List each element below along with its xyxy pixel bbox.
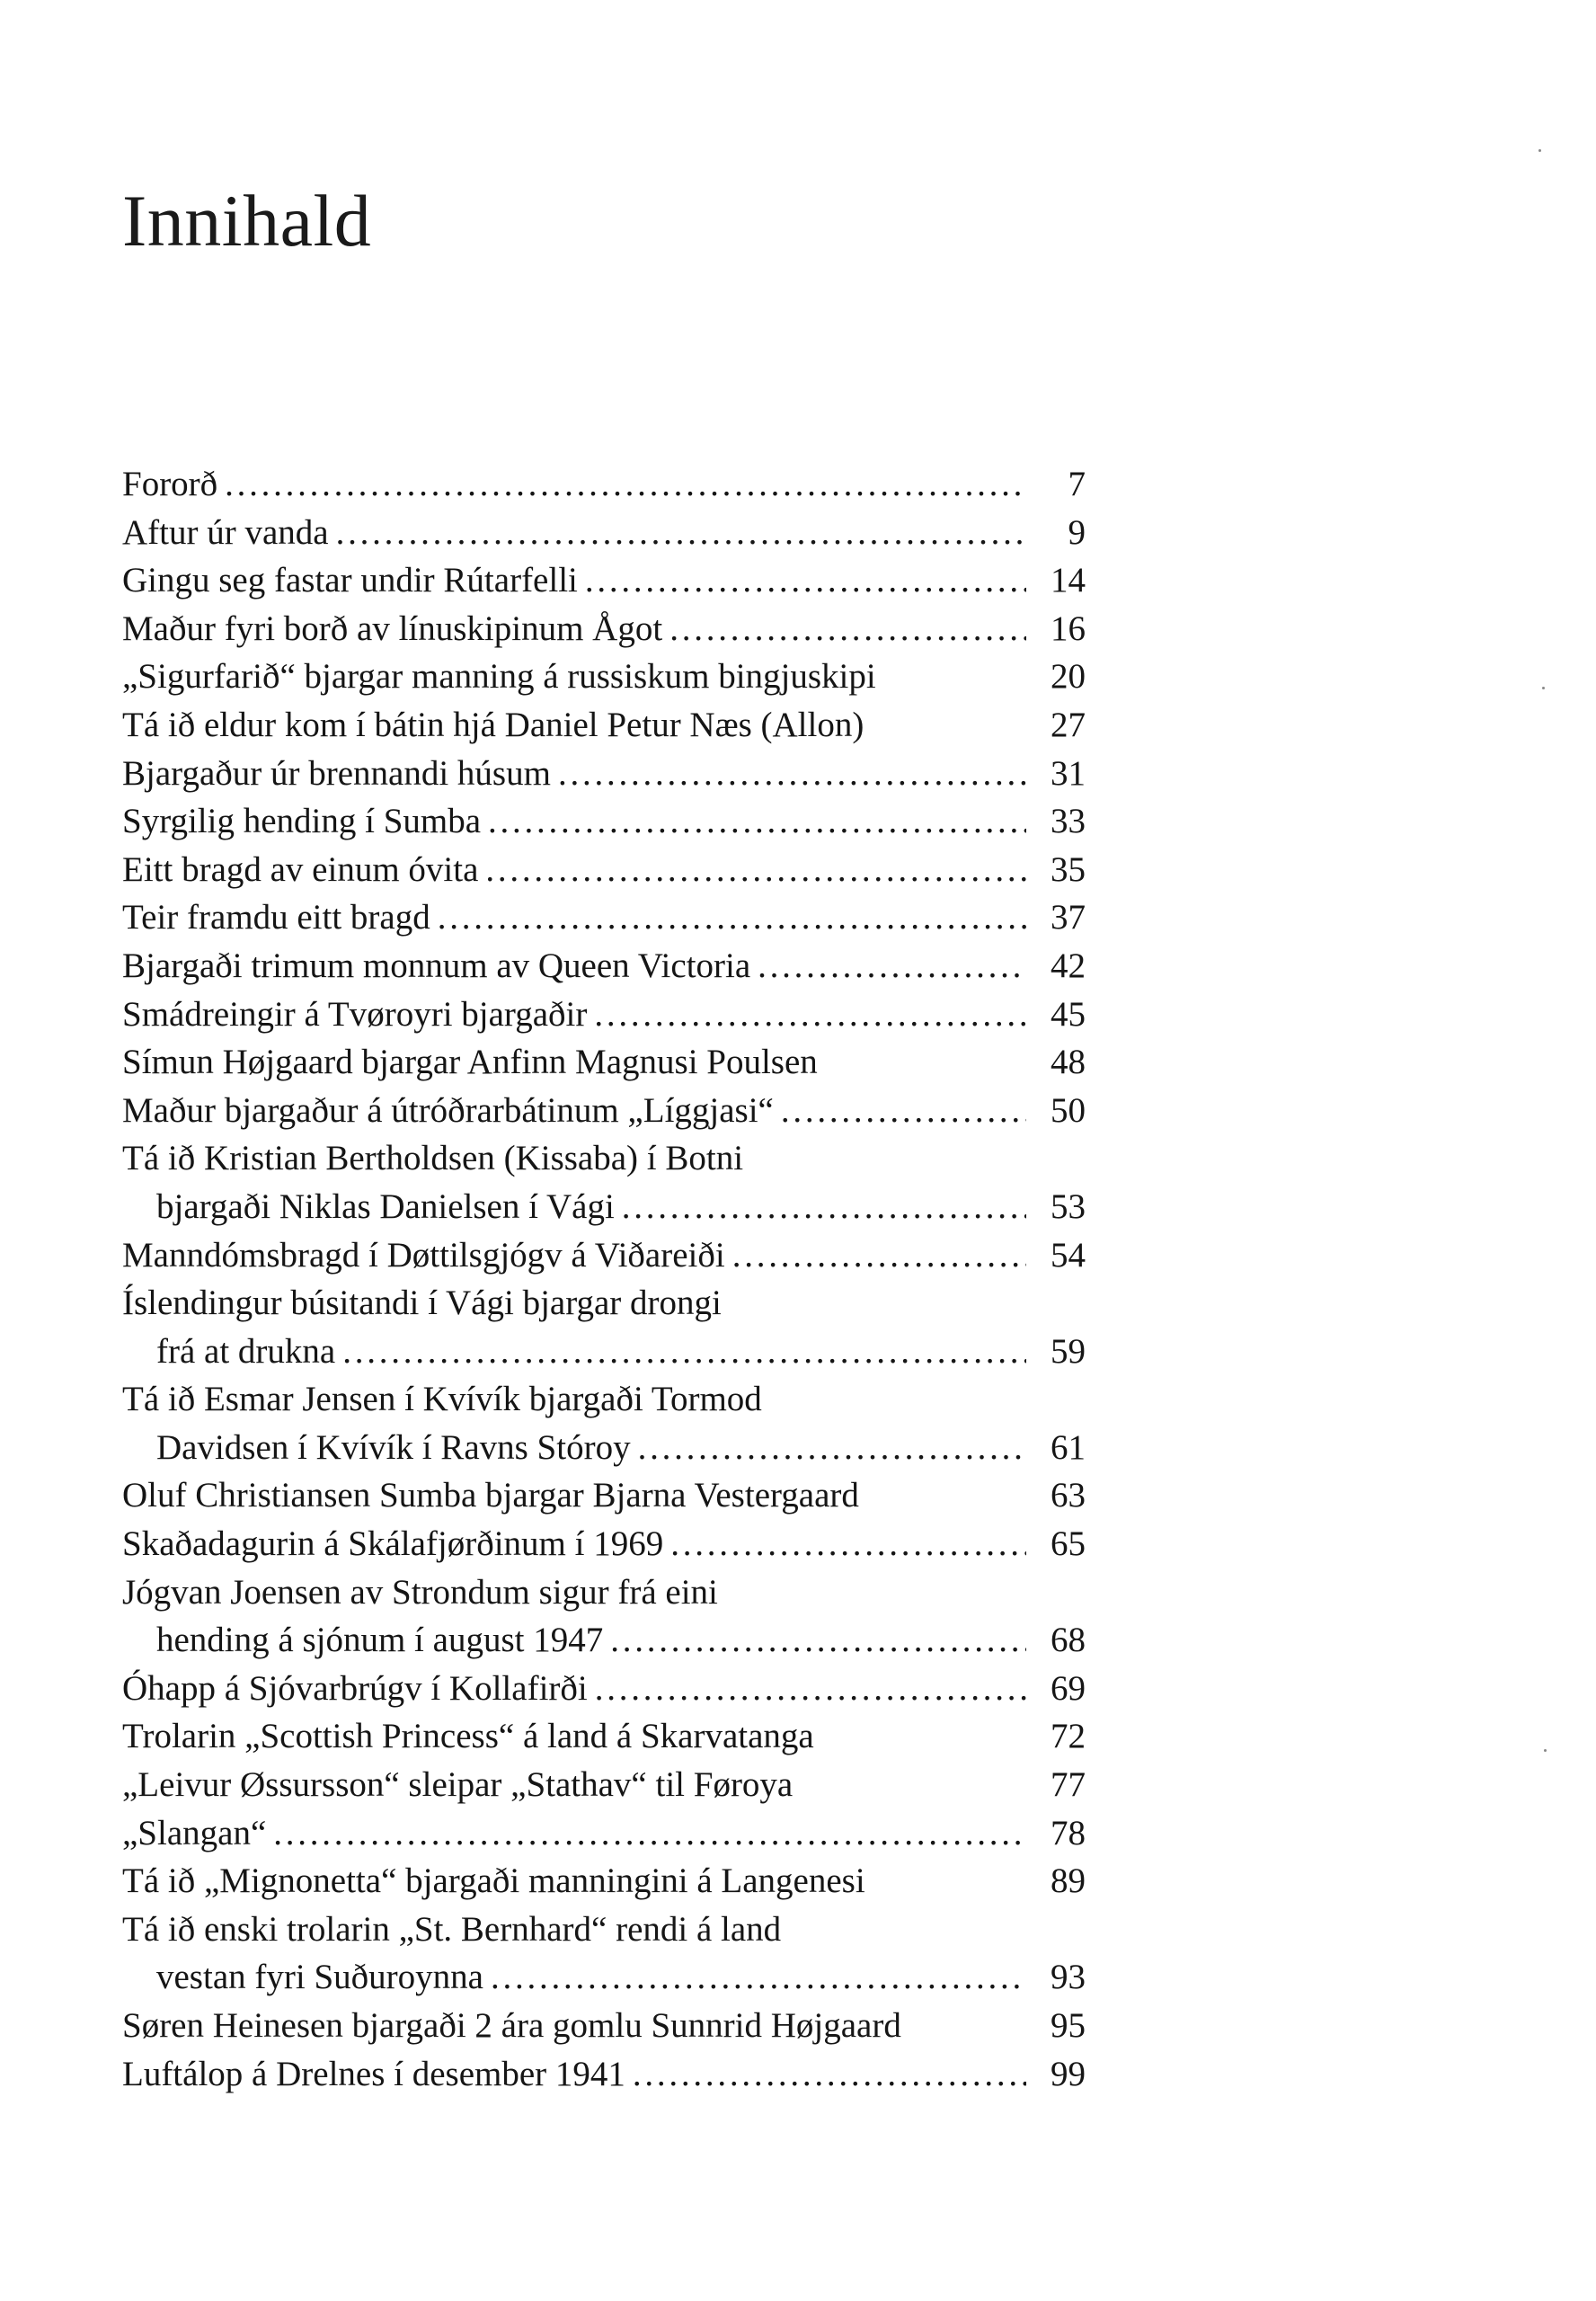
toc-entry-title: „Slangan“ [122, 1813, 267, 1852]
toc-page-number: 37 [1051, 898, 1086, 937]
toc-entry [122, 750, 1086, 798]
toc-entry-title: Teir framdu eitt bragd [122, 898, 430, 937]
toc-entry [122, 1906, 1086, 2002]
toc-entry-title: Bjargaði trimum monnum av Queen Victoria [122, 946, 751, 985]
toc-page-number: 65 [1051, 1524, 1086, 1564]
toc-entry [122, 1568, 1086, 1665]
toc-page-number: 45 [1051, 994, 1086, 1034]
table-of-contents [122, 460, 1086, 2098]
toc-page-number: 31 [1051, 753, 1086, 793]
dot-leader [491, 1953, 1026, 2002]
toc-entry-line [122, 1906, 1086, 1954]
toc-entry-title: Davidsen í Kvívík í Ravns Stóroy [156, 1427, 631, 1467]
toc-entry-title: Tá ið Kristian Bertholdsen (Kissaba) í Botni [122, 1139, 744, 1178]
toc-page-number: 63 [1051, 1476, 1086, 1515]
dot-leader [336, 509, 1026, 557]
toc-page-number: 53 [1051, 1186, 1086, 1226]
toc-entry-title: Tá ið enski trolarin „St. Bernhard“ rendi á land [122, 1909, 782, 1949]
toc-entry [122, 2050, 1086, 2099]
toc-entry-title: Eitt bragd av einum óvita [122, 849, 479, 889]
toc-page-number: 89 [1051, 1861, 1086, 1901]
toc-entry-title: Íslendingur búsitandi í Vági bjargar drongi [122, 1284, 722, 1323]
toc-page-number: 93 [1051, 1958, 1086, 1997]
toc-page-number: 50 [1051, 1090, 1086, 1130]
toc-entry-title: Bjargaður úr brennandi húsum [122, 753, 551, 793]
toc-entry [122, 1665, 1086, 1713]
toc-entry-line [122, 942, 1086, 991]
toc-entry-title: Skaðadagurin á Skálafjørðinum í 1969 [122, 1524, 664, 1564]
toc-entry [122, 1712, 1086, 1761]
toc-entry [122, 701, 1086, 750]
toc-entry [122, 460, 1086, 509]
dot-leader [273, 1809, 1026, 1858]
toc-entry-title: „Sigurfarið“ bjargar manning á russiskum bingjuskipi [122, 657, 876, 697]
toc-entry-line [122, 2002, 1086, 2050]
toc-entry-title: Aftur úr vanda [122, 512, 329, 552]
toc-entry-title: Smádreingir á Tvøroyri bjargaðir [122, 994, 588, 1034]
toc-entry [122, 1857, 1086, 1906]
toc-page-number: 69 [1051, 1668, 1086, 1708]
toc-entry-line [122, 797, 1086, 846]
toc-page-number: 27 [1051, 705, 1086, 744]
toc-entry-line [122, 1520, 1086, 1568]
toc-entry-continuation [122, 1328, 1086, 1376]
toc-entry [122, 1038, 1086, 1087]
toc-entry-title: Luftálop á Drelnes í desember 1941 [122, 2054, 625, 2093]
toc-entry-title: Manndómsbragd í Døttilsgjógv á Viðareiði [122, 1235, 725, 1275]
toc-entry-title: Tá ið „Mignonetta“ bjargaði manningini á Langenesi [122, 1861, 865, 1901]
toc-entry-line [122, 1857, 1086, 1906]
toc-entry [122, 2002, 1086, 2050]
toc-page-number: 20 [1051, 657, 1086, 697]
scan-speck [1544, 1749, 1547, 1752]
toc-entry-title: hending á sjónum í august 1947 [156, 1621, 604, 1660]
toc-page-number: 14 [1051, 561, 1086, 600]
scan-speck [1542, 687, 1545, 689]
toc-entry [122, 1087, 1086, 1135]
dot-leader [781, 1087, 1026, 1135]
toc-entry-title: bjargaði Niklas Danielsen í Vági [156, 1186, 615, 1226]
toc-entry-continuation [122, 1183, 1086, 1231]
toc-page-number: 35 [1051, 849, 1086, 889]
toc-page-number: 33 [1051, 802, 1086, 841]
toc-entry-title: Óhapp á Sjóvarbrúgv í Kollafirði [122, 1668, 588, 1708]
toc-entry [122, 653, 1086, 701]
toc-entry-line [122, 509, 1086, 557]
toc-entry-title: Syrgilig hending í Sumba [122, 802, 482, 841]
dot-leader [670, 1520, 1026, 1568]
toc-entry-continuation [122, 1424, 1086, 1472]
toc-entry-line [122, 1471, 1086, 1520]
toc-entry-title: Tá ið eldur kom í bátin hjá Daniel Petur Næs (Allon) [122, 705, 864, 744]
toc-entry-line [122, 1087, 1086, 1135]
toc-entry [122, 893, 1086, 942]
toc-entry-line [122, 1038, 1086, 1087]
toc-entry-title: Símun Høјgaard bjargar Anfinn Magnusi Poulsen [122, 1043, 818, 1082]
toc-entry-line [122, 1134, 1086, 1183]
dot-leader [585, 556, 1026, 605]
dot-leader [732, 1231, 1026, 1280]
toc-page-number: 7 [1068, 465, 1086, 503]
toc-entry-title: frá at drukna [156, 1331, 336, 1371]
toc-entry-line [122, 556, 1086, 605]
toc-entry-line [122, 846, 1086, 894]
toc-entry [122, 1471, 1086, 1520]
toc-entry-title: vestan fyri Suðuroynna [156, 1958, 483, 1997]
toc-entry [122, 1520, 1086, 1568]
toc-entry-line [122, 1375, 1086, 1424]
toc-entry-title: Gingu seg fastar undir Rútarfelli [122, 561, 578, 600]
dot-leader [558, 750, 1026, 798]
toc-entry [122, 942, 1086, 991]
toc-entry-line [122, 893, 1086, 942]
toc-entry-title: Oluf Christiansen Sumba bjargar Bjarna Vestergaard [122, 1476, 859, 1515]
toc-entry-line [122, 991, 1086, 1039]
toc-page-number: 9 [1068, 512, 1086, 552]
toc-entry [122, 797, 1086, 846]
toc-entry-line [122, 1231, 1086, 1280]
dot-leader [485, 846, 1026, 894]
toc-page-number: 68 [1051, 1621, 1086, 1660]
toc-entry-title: Maður bjargaður á útróðrarbátinum „Líggjasi“ [122, 1090, 774, 1130]
toc-entry-line [122, 1568, 1086, 1617]
toc-entry [122, 1134, 1086, 1230]
toc-entry-title: Tá ið Esmar Jensen í Kvívík bjargaði Tormod [122, 1380, 762, 1419]
toc-entry-line [122, 1809, 1086, 1858]
dot-leader [488, 797, 1026, 846]
dot-leader [758, 942, 1026, 991]
toc-entry [122, 1375, 1086, 1471]
toc-entry-line [122, 701, 1086, 750]
toc-page-number: 59 [1051, 1331, 1086, 1371]
toc-entry-line [122, 1712, 1086, 1761]
dot-leader [342, 1328, 1026, 1376]
toc-page-number: 16 [1051, 609, 1086, 648]
dot-leader [638, 1424, 1026, 1472]
toc-entry-title: Maður fyri borð av línuskipinum Ågot [122, 609, 663, 648]
dot-leader [622, 1183, 1026, 1231]
toc-entry [122, 509, 1086, 557]
toc-entry-line [122, 653, 1086, 701]
scan-speck [1538, 149, 1541, 152]
toc-entry-line [122, 1665, 1086, 1713]
toc-page-number: 78 [1051, 1813, 1086, 1852]
toc-page-number: 77 [1051, 1765, 1086, 1805]
toc-page-number: 42 [1051, 946, 1086, 985]
dot-leader [610, 1616, 1026, 1665]
toc-page-number: 99 [1051, 2054, 1086, 2093]
toc-page-number: 61 [1051, 1427, 1086, 1467]
toc-entry-title: Jógvan Joensen av Strondum sigur frá eini [122, 1572, 718, 1612]
toc-entry-line [122, 750, 1086, 798]
toc-entry-title: Søren Heinesen bjargaði 2 ára gomlu Sunnrid Høјgaard [122, 2006, 901, 2045]
dot-leader [225, 460, 1026, 509]
toc-entry [122, 1761, 1086, 1809]
toc-entry-line [122, 460, 1086, 509]
toc-entry-line [122, 1279, 1086, 1328]
page-title: Innihald [122, 180, 372, 262]
toc-entry-line [122, 2050, 1086, 2099]
toc-entry [122, 846, 1086, 894]
dot-leader [438, 893, 1026, 942]
toc-entry [122, 556, 1086, 605]
toc-entry-title: Fororð [122, 465, 218, 503]
toc-page-number: 95 [1051, 2006, 1086, 2045]
dot-leader [595, 1665, 1026, 1713]
toc-entry-title: Trolarin „Scottish Princess“ á land á Skarvatanga [122, 1717, 814, 1756]
toc-entry-line [122, 605, 1086, 653]
toc-page-number: 72 [1051, 1717, 1086, 1756]
toc-page-number: 54 [1051, 1235, 1086, 1275]
toc-entry-title: „Leivur Øssursson“ sleipar „Stathav“ til Føroya [122, 1765, 794, 1805]
toc-entry [122, 991, 1086, 1039]
toc-entry [122, 1231, 1086, 1280]
toc-entry-line [122, 1761, 1086, 1809]
dot-leader [594, 991, 1026, 1039]
toc-entry [122, 1279, 1086, 1375]
toc-page-number: 48 [1051, 1043, 1086, 1082]
toc-entry-continuation [122, 1616, 1086, 1665]
dot-leader [669, 605, 1026, 653]
toc-entry [122, 1809, 1086, 1858]
dot-leader [633, 2050, 1026, 2099]
toc-entry [122, 605, 1086, 653]
toc-entry-continuation [122, 1953, 1086, 2002]
